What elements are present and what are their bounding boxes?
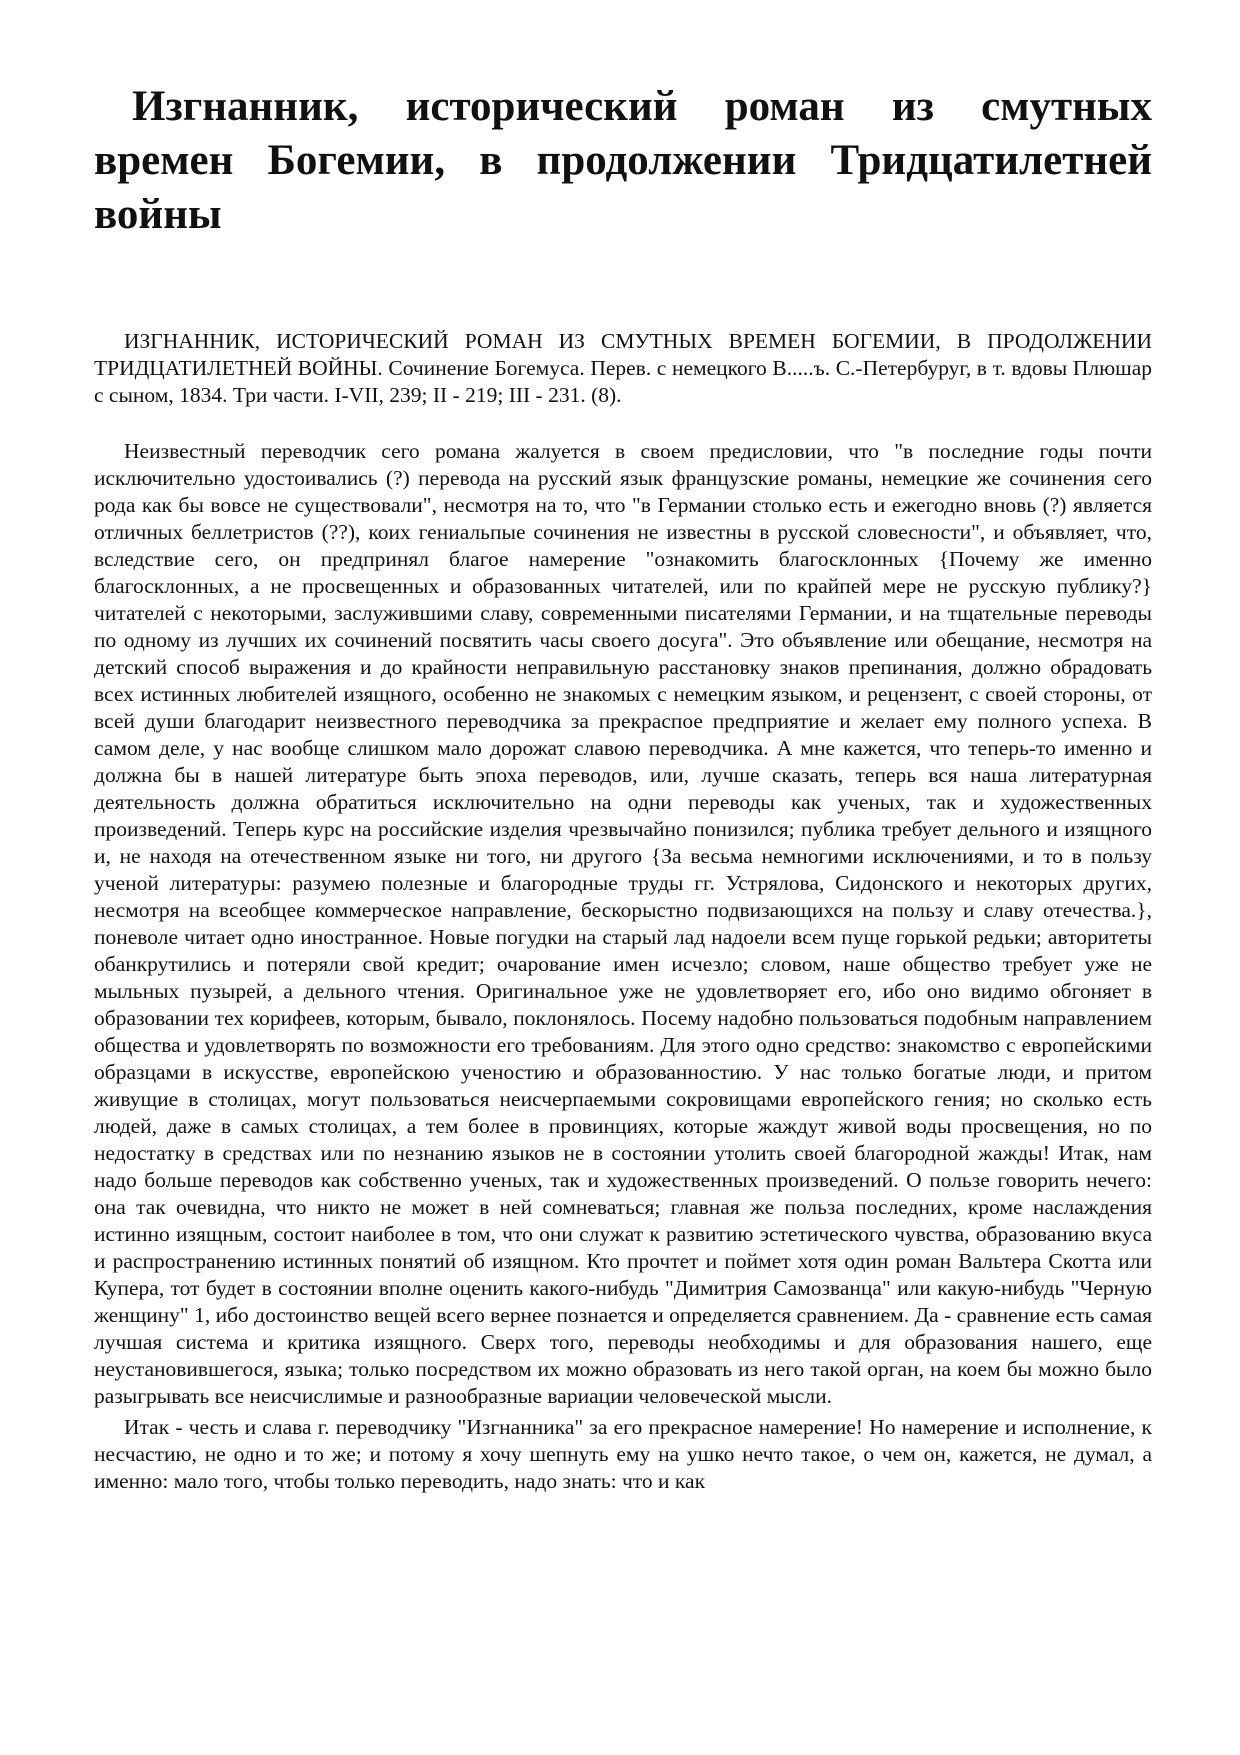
document-title: Изгнанник, исторический роман из смутных времен Богемии, в продолжении Тридцатилетней войны [94, 83, 1152, 238]
article-body [94, 438, 1152, 1495]
document-page [94, 80, 1152, 1499]
paragraph: Неизвестный переводчик сего романа жалуется в своем предисловии, что "в последние годы почти исключительно удостоивались (?) перевода на русский язык французские романы, немецкие же сочинения сего рода как бы вовсе не существовали", несмотря на то, что "в Германии столько есть и ежегодно вновь (?) является отличных беллетристов (??), коих гениальпые сочинения не известны в русской словесности", и объявляет, что, вследствие сего, он предпринял благое намерение "ознакомить благосклонных {Почему же именно благосклонных, а не просвещенных и образованных читателей, или по крайпей мере не русскую публику?} читателей с некоторыми, заслужившими славу, современными писателями Германии, и на тщательные переводы по одному из лучших их сочинений посвятить часы своего досуга". Это объявление или обещание, несмотря на детский способ выражения и до крайности неправильную расстановку знаков препинания, должно обрадовать всех истинных любителей изящного, особенно не знакомых с немецким языком, и рецензент, с своей стороны, от всей души благодарит неизвестного переводчика за прекраспое предприятие и желает ему полного успеха. В самом деле, у нас вообще слишком мало дорожат славою переводчика. А мне кажется, что теперь-то именно и должна бы в нашей литературе быть эпоха переводов, или, лучше сказать, теперь вся наша литературная деятельность должна обратиться исключительно на одни переводы как ученых, так и художественных произведений. Теперь курс на российские изделия чрезвычайно понизился; публика требует дельного и изящного и, не находя на отечественном языке ни того, ни другого {За весьма немногими исключениями, и то в пользу ученой литературы: разумею полезные и благородные труды гг. Устрялова, Сидонского и некоторых других, несмотря на всеобщее коммерческое направление, бескорыстно подвизающихся на пользу и славу отечества.}, поневоле читает одно иностранное. Новые погудки на старый лад надоели всем пуще горькой редьки; авторитеты обанкрутились и потеряли свой кредит; очарование имен исчезло; словом, наше общество требует уже не мыльных пузырей, а дельного чтения. Оригинальное уже не удовлетворяет его, ибо оно видимо обгоняет в образовании тех корифеев, которым, бывало, поклонялось. Посему надобно пользоваться подобным направлением общества и удовлетворять по возможности его требованиям. Для этого одно средство: знакомство с европейскими образцами в искусстве, европейскою ученостию и образованностию. У нас только богатые люди, и притом живущие в столицах, могут пользоваться неисчерпаемыми сокровищами европейского гения; но сколько есть людей, даже в самых столицах, а тем более в провинциях, которые жаждут живой воды просвещения, но по недостатку в средствах или по незнанию языков не в состоянии утолить своей благородной жажды! Итак, нам надо больше переводов как собственно ученых, так и художественных произведений. О пользе говорить нечего: она так очевидна, что никто не может в ней сомневаться; главная же польза последних, кроме наслаждения истинно изящным, состоит наиболее в том, что они служат к развитию эстетического чувства, образованию вкуса и распространению истинных понятий об изящном. Кто прочтет и поймет хотя один роман Вальтера Скотта или Купера, тот будет в состоянии вполне оценить какого-нибудь "Димитрия Самозванца" или какую-нибудь "Черную женщину" 1, ибо достоинство вещей всего вернее познается и определяется сравнением. Да - сравнение есть самая лучшая система и критика изящного. Сверх того, переводы необходимы и для образования нашего, еще неустановившегося, языка; только посредством их можно образовать из него такой орган, на коем бы можно было разыгрывать все неисчислимые и разнообразные вариации человеческой мысли. [94, 439, 1153, 1408]
bibliographic-entry: ИЗГНАННИК, ИСТОРИЧЕСКИЙ РОМАН ИЗ СМУТНЫХ ВРЕМЕН БОГЕМИИ, В ПРОДОЛЖЕНИИ ТРИДЦАТИЛЕТНЕЙ ВОЙНЫ. Сочинение Богемуса. Перев. с немецкого В.....ъ. С.-Петербуруг, в т. вдовы Плюшар с сыном, 1834. Три части. I-VII, 239; II - 219; III - 231. (8). [94, 329, 1152, 407]
paragraph: Итак - честь и слава г. переводчику "Изгнанника" за его прекрасное намерение! Но намерение и исполнение, к несчастию, не одно и то же; и потому я хочу шепнуть ему на ушко нечто такое, о чем он, кажется, не думал, а именно: мало того, чтобы только переводить, надо знать: что и как [94, 1415, 1152, 1493]
